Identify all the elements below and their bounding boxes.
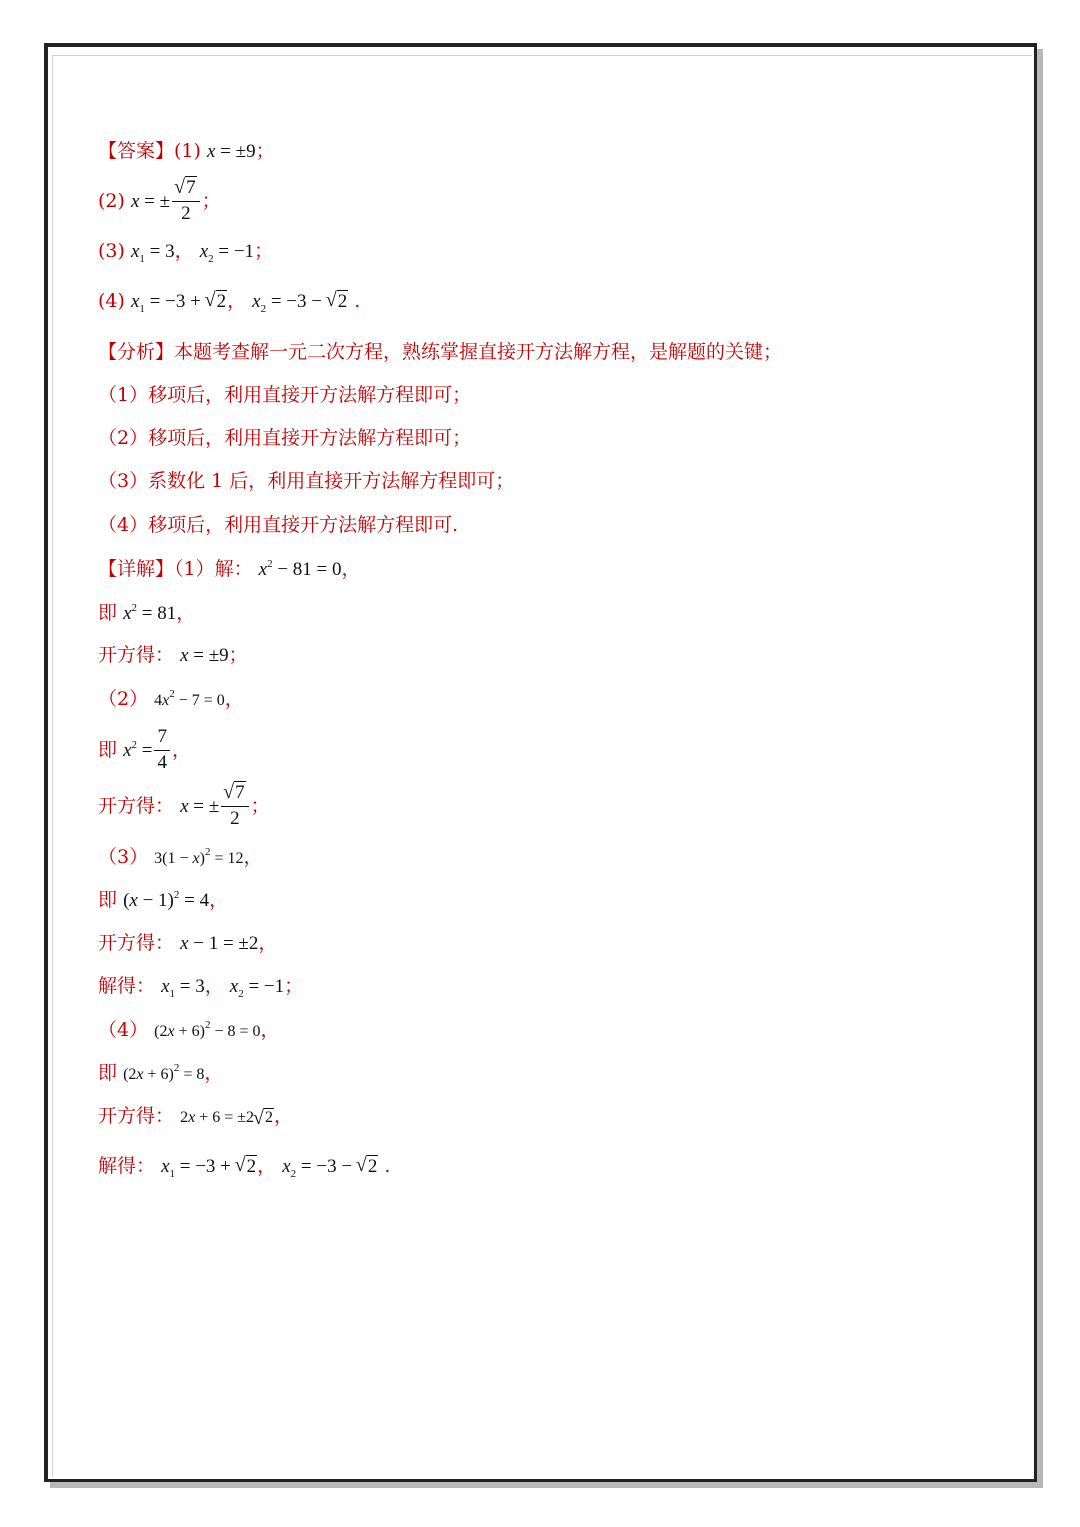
kaifang-label: 开方得： — [98, 1105, 175, 1127]
detail-line-12: 即 $(2x + 6)^2 = 8$， — [98, 1062, 224, 1084]
ji-label: 即 — [98, 1062, 118, 1084]
detail-line-3: 开方得： x = ±9； — [98, 644, 248, 666]
answer-line-4: (4) $x_1 = -3$ + √ 2， $x_2 = -3$ − √ 2 . — [98, 292, 360, 315]
answer-part-4: (4) — [98, 290, 125, 312]
analysis-label: 【分析】 — [98, 341, 175, 363]
math: $x^2 = 81$ — [123, 602, 177, 624]
analysis-line — [98, 343, 782, 362]
analysis-step-2: （2）移项后，利用直接开方法解方程即可； — [98, 427, 472, 449]
detail-line-6: 开方得： x = ± √ $\frac{7}{2}$ ； — [98, 783, 270, 830]
analysis-step-1: （1）移项后，利用直接开方法解方程即可； — [98, 384, 472, 406]
detail-line-14: 解得： $x_1 = -3$ + √ 2， $x_2 = -3$ − √ 2 . — [98, 1157, 390, 1180]
detail-part-4: （4） — [98, 1019, 149, 1041]
math: $x_2 = -3$ − √ 2 — [252, 291, 348, 312]
math: $(x - 1)^2 = 4$ — [123, 889, 210, 911]
math: $x_1 = 3$ — [161, 976, 205, 1000]
math: $4x^2 - 7 = 0$ — [154, 688, 225, 709]
math: x − 1 = ±2 — [180, 933, 259, 954]
math: $x_1 = -3$ + √ 2 — [131, 291, 227, 312]
detail-line-2: 即 $x^2 = 81$， — [98, 602, 196, 624]
ji-label: 即 — [98, 602, 118, 624]
math: $x_2 = -1$ — [229, 976, 285, 1000]
detail-line-4: （2） $4x^2 - 7 = 0$， — [98, 688, 244, 710]
detail-part-1: （1）解： — [174, 558, 253, 580]
detail-label: 【详解】 — [98, 558, 175, 580]
detail-line-9: 开方得： x − 1 = ±2， — [98, 932, 278, 954]
math: x = ± — [180, 795, 220, 817]
kaifang-label: 开方得： — [98, 794, 175, 817]
math: x = ± — [130, 190, 171, 212]
answer-line-1: 【答案】(1) x = ±9； — [98, 140, 275, 162]
math: $x_1 = 3$ — [130, 241, 175, 265]
answer-label: 【答案】 — [98, 140, 175, 162]
analysis-intro: 本题考查解一元二次方程，熟练掌握直接开方法解方程，是解题的关键； — [174, 341, 783, 363]
detail-line-7: （3） $3(1 - x)^2 = 12$， — [98, 846, 263, 868]
math: $x_2 = -3$ − √ 2 — [282, 1156, 378, 1177]
detail-part-2: （2） — [98, 688, 149, 710]
answer-line-2: (2) x = ± √ $\frac{7}{2}$ ； — [98, 178, 221, 225]
math: x = ±9 — [180, 645, 229, 666]
detail-part-3: （3） — [98, 846, 149, 868]
detail-line-13: 开方得： 2x + 6 = ±2√ 2， — [98, 1107, 293, 1126]
detail-line-11: （4） $(2x + 6)^2 - 8 = 0$， — [98, 1019, 280, 1041]
math: $x^2 - 81 = 0$ — [258, 558, 342, 580]
ji-label: 即 — [98, 889, 118, 911]
math: $x^2$ = — [123, 739, 153, 762]
kaifang-label: 开方得： — [98, 932, 175, 954]
answer-part-2: (2) — [98, 189, 125, 212]
math: x = ±9 — [206, 141, 256, 162]
detail-line-1: 【详解】（1）解： $x^2 - 81 = 0$， — [98, 558, 361, 580]
answer-part-3: (3) — [98, 240, 125, 262]
fraction: √ $\frac{7}{2}$ — [172, 178, 200, 225]
math: 2x + 6 = ±2√ 2 — [180, 1109, 274, 1126]
math: $(2x + 6)^2 = 8$ — [123, 1062, 205, 1083]
math: $x_1 = -3$ + √ 2 — [161, 1156, 257, 1177]
answer-part-1: (1) — [174, 140, 201, 162]
math: $3(1 - x)^2 = 12$ — [154, 846, 244, 867]
detail-line-5: 即 $x^2$ = $\frac{7}{4}$ ， — [98, 726, 191, 773]
kaifang-label: 开方得： — [98, 644, 175, 666]
fraction: √ $\frac{7}{2}$ — [221, 783, 249, 830]
analysis-step-4: （4）移项后，利用直接开方法解方程即可. — [98, 514, 459, 536]
fraction: $\frac{7}{4}$ — [154, 727, 170, 774]
math: $(2x + 6)^2 - 8 = 0$ — [154, 1019, 261, 1040]
detail-line-8: 即 $(x - 1)^2 = 4$， — [98, 889, 229, 911]
ji-label: 即 — [98, 738, 118, 761]
analysis-step-3: （3）系数化 1 后，利用直接开方法解方程即可； — [98, 470, 515, 492]
answer-line-3: (3) $x_1 = 3$， $x_2 = -1$； — [98, 240, 274, 265]
math: $x_2 = -1$ — [199, 241, 255, 265]
jiede-label: 解得： — [98, 975, 156, 997]
detail-line-10: 解得： $x_1 = 3$， $x_2 = -1$； — [98, 975, 304, 1000]
jiede-label: 解得： — [98, 1155, 156, 1177]
